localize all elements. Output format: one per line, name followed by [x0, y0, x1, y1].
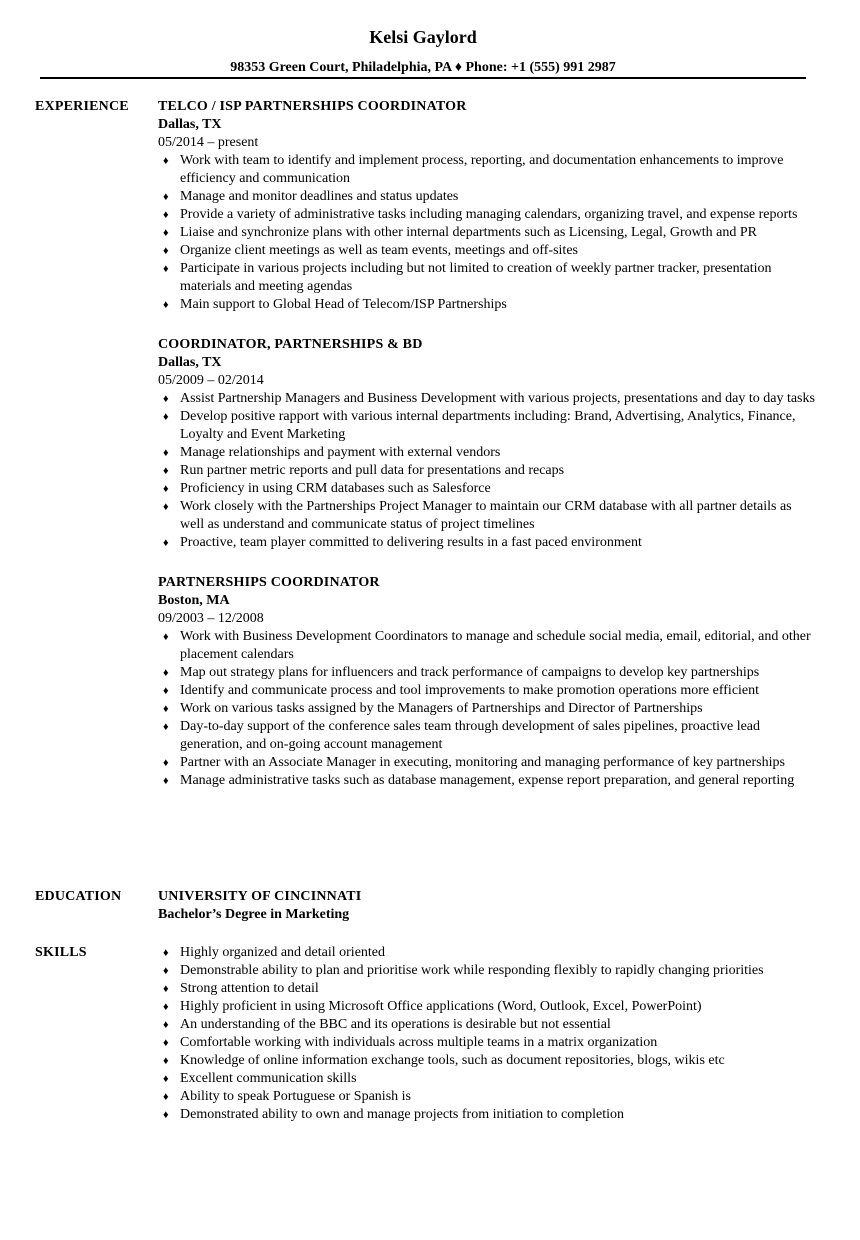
bullet-text: Participate in various projects including but not limited to creation of weekly partner tracker, presentation materials and meeting agendas: [180, 261, 772, 294]
bullet-text: Develop positive rapport with various internal departments including: Brand, Advertising, Analytics, Finance, Loyalty and Event Marketing: [180, 409, 796, 442]
bullet-icon: ♦: [163, 685, 169, 697]
list-item: [158, 534, 818, 552]
bullet-text: Map out strategy plans for influencers and track performance of campaigns to develop key partnerships: [180, 665, 760, 680]
bullet-icon: ♦: [163, 965, 169, 977]
bullet-icon: ♦: [163, 447, 169, 459]
education-heading: EDUCATION: [35, 889, 122, 904]
list-item: [158, 444, 818, 462]
skill-text: Ability to speak Portuguese or Spanish is: [180, 1089, 411, 1104]
bullet-icon: ♦: [163, 483, 169, 495]
list-item: [158, 962, 818, 980]
bullet-icon: ♦: [163, 1109, 169, 1121]
list-item: [158, 260, 818, 296]
school-name: UNIVERSITY OF CINCINNATI: [158, 889, 362, 904]
education-body: [158, 888, 818, 924]
list-item: [158, 188, 818, 206]
bullet-icon: ♦: [163, 1055, 169, 1067]
bullet-text: Work with team to identify and implement process, reporting, and documentation enhancements to improve efficiency and communication: [180, 153, 784, 186]
bullet-text: Proficiency in using CRM databases such as Salesforce: [180, 481, 491, 496]
bullet-icon: ♦: [163, 227, 169, 239]
skill-text: Highly organized and detail oriented: [180, 945, 386, 960]
bullet-text: Partner with an Associate Manager in executing, monitoring and managing performance of key partnerships: [180, 755, 785, 770]
bullet-text: Manage relationships and payment with external vendors: [180, 445, 501, 460]
bullet-icon: ♦: [163, 245, 169, 257]
job-entry: [158, 98, 818, 314]
bullet-icon: ♦: [163, 155, 169, 167]
list-item: [158, 944, 818, 962]
candidate-name: Kelsi Gaylord: [369, 27, 477, 47]
bullet-text: Manage and monitor deadlines and status updates: [180, 189, 459, 204]
skill-text: Excellent communication skills: [180, 1071, 357, 1086]
bullet-icon: ♦: [163, 703, 169, 715]
bullet-icon: ♦: [163, 411, 169, 423]
list-item: [158, 628, 818, 664]
job-entry: [158, 574, 818, 790]
skills-body: [158, 944, 818, 1124]
list-item: [158, 498, 818, 534]
bullet-icon: ♦: [163, 1001, 169, 1013]
job-location: Dallas, TX: [158, 117, 222, 132]
skill-text: Highly proficient in using Microsoft Office applications (Word, Outlook, Excel, PowerPoint): [180, 999, 702, 1014]
bullet-text: Liaise and synchronize plans with other internal departments such as Licensing, Legal, Growth and PR: [180, 225, 757, 240]
bullet-icon: ♦: [163, 1037, 169, 1049]
skill-text: Comfortable working with individuals across multiple teams in a matrix organization: [180, 1035, 658, 1050]
bullet-text: Work with Business Development Coordinators to manage and schedule social media, email, editorial, and other placement calendars: [180, 629, 811, 662]
bullet-text: Manage administrative tasks such as database management, expense report preparation, and general reporting: [180, 773, 795, 788]
list-item: [158, 1088, 818, 1106]
skill-text: Strong attention to detail: [180, 981, 319, 996]
bullet-icon: ♦: [163, 775, 169, 787]
job-title: COORDINATOR, PARTNERSHIPS & BD: [158, 337, 423, 352]
job-bullets: [158, 152, 818, 314]
job-location: Dallas, TX: [158, 355, 222, 370]
list-item: [158, 998, 818, 1016]
list-item: [158, 718, 818, 754]
list-item: [158, 980, 818, 998]
degree-name: Bachelor’s Degree in Marketing: [158, 907, 350, 922]
list-item: [158, 1052, 818, 1070]
bullet-icon: ♦: [163, 757, 169, 769]
list-item: [158, 664, 818, 682]
bullet-icon: ♦: [163, 1091, 169, 1103]
list-item: [158, 462, 818, 480]
header-divider: [40, 77, 806, 79]
bullet-icon: ♦: [163, 393, 169, 405]
list-item: [158, 772, 818, 790]
bullet-icon: ♦: [163, 667, 169, 679]
experience-heading: EXPERIENCE: [35, 99, 129, 114]
job-location: Boston, MA: [158, 593, 230, 608]
list-item: [158, 296, 818, 314]
bullet-text: Proactive, team player committed to delivering results in a fast paced environment: [180, 535, 642, 550]
skill-text: Knowledge of online information exchange tools, such as document repositories, blogs, wikis etc: [180, 1053, 725, 1068]
list-item: [158, 1034, 818, 1052]
bullet-icon: ♦: [163, 537, 169, 549]
list-item: [158, 682, 818, 700]
job-bullets: [158, 628, 818, 790]
bullet-icon: ♦: [163, 465, 169, 477]
bullet-icon: ♦: [163, 721, 169, 733]
bullet-icon: ♦: [163, 1019, 169, 1031]
job-entry: [158, 336, 818, 552]
skills-list: [158, 944, 818, 1124]
skill-text: Demonstrated ability to own and manage projects from initiation to completion: [180, 1107, 625, 1122]
bullet-icon: ♦: [163, 263, 169, 275]
bullet-text: Main support to Global Head of Telecom/ISP Partnerships: [180, 297, 507, 312]
list-item: [158, 206, 818, 224]
job-title: PARTNERSHIPS COORDINATOR: [158, 575, 380, 590]
skills-heading: SKILLS: [35, 945, 87, 960]
list-item: [158, 1106, 818, 1124]
bullet-text: Run partner metric reports and pull data for presentations and recaps: [180, 463, 565, 478]
bullet-text: Organize client meetings as well as team events, meetings and off-sites: [180, 243, 578, 258]
bullet-icon: ♦: [163, 631, 169, 643]
job-bullets: [158, 390, 818, 552]
job-dates: 05/2014 – present: [158, 135, 259, 150]
bullet-icon: ♦: [163, 983, 169, 995]
job-title: TELCO / ISP PARTNERSHIPS COORDINATOR: [158, 99, 467, 114]
bullet-icon: ♦: [163, 947, 169, 959]
list-item: [158, 754, 818, 772]
bullet-text: Work closely with the Partnerships Project Manager to maintain our CRM database with all partner details as well as understand and communicate status of project timelines: [180, 499, 792, 532]
bullet-text: Work on various tasks assigned by the Managers of Partnerships and Director of Partnerships: [180, 701, 703, 716]
bullet-icon: ♦: [163, 209, 169, 221]
bullet-icon: ♦: [163, 191, 169, 203]
bullet-icon: ♦: [163, 501, 169, 513]
skill-text: Demonstrable ability to plan and prioritise work while responding flexibly to rapidly changing priorities: [180, 963, 764, 978]
list-item: [158, 480, 818, 498]
list-item: [158, 1016, 818, 1034]
job-dates: 09/2003 – 12/2008: [158, 611, 264, 626]
contact-line: 98353 Green Court, Philadelphia, PA ♦ Phone: +1 (555) 991 2987: [230, 60, 616, 75]
bullet-icon: ♦: [163, 1073, 169, 1085]
bullet-text: Assist Partnership Managers and Business Development with various projects, presentations and day to day tasks: [180, 391, 815, 406]
skill-text: An understanding of the BBC and its operations is desirable but not essential: [180, 1017, 611, 1032]
bullet-text: Identify and communicate process and tool improvements to make promotion operations more efficient: [180, 683, 760, 698]
list-item: [158, 390, 818, 408]
bullet-icon: ♦: [163, 299, 169, 311]
list-item: [158, 700, 818, 718]
list-item: [158, 152, 818, 188]
job-dates: 05/2009 – 02/2014: [158, 373, 264, 388]
list-item: [158, 1070, 818, 1088]
list-item: [158, 242, 818, 260]
experience-list: [158, 98, 818, 790]
bullet-text: Provide a variety of administrative tasks including managing calendars, organizing travel, and expense reports: [180, 207, 798, 222]
bullet-text: Day-to-day support of the conference sales team through development of sales pipelines, proactive lead generation, and on-going account management: [180, 719, 761, 752]
list-item: [158, 408, 818, 444]
list-item: [158, 224, 818, 242]
